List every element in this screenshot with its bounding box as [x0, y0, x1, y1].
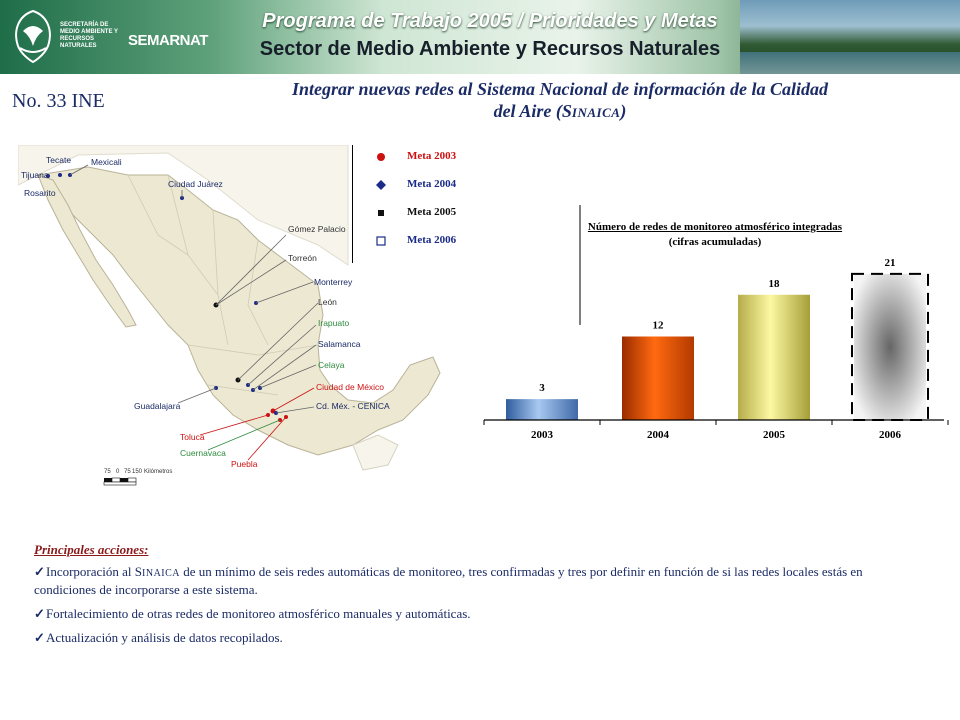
city-label-cenica: Cd. Méx. - CENICA [316, 401, 390, 411]
blue-diamond-icon [375, 179, 387, 191]
scale-label-75b: 75 [124, 469, 131, 475]
logo-brand: SEMARNAT [128, 32, 208, 49]
bar-2004 [622, 337, 694, 421]
checkmark-icon: ✓ [34, 564, 45, 579]
checkmark-icon: ✓ [34, 630, 45, 645]
chart-title-main: Número de redes de monitoreo atmosférico integradas [587, 221, 843, 233]
page-title [230, 78, 890, 124]
action-item-2 [34, 606, 914, 622]
action-item-1-post: de un mínimo de seis redes automáticas de monitoreo, tres confirmadas y tres por definir en función de si las redes locales estás en condiciones de incorporarse a este sistema. [34, 564, 863, 597]
eagle-seal-icon [8, 6, 58, 66]
header-banner [0, 0, 960, 74]
chart-title-subtitle: (cifras acumuladas) [668, 236, 762, 248]
city-label-guadalajara: Guadalajara [134, 401, 181, 411]
header-subtitle: Sector de Medio Ambiente y Recursos Naturales [259, 38, 721, 60]
city-label-rosarito: Rosarito [24, 188, 56, 198]
city-label-monterrey: Monterrey [314, 277, 353, 287]
city-label-ciudad-juarez: Ciudad Juárez [168, 179, 223, 189]
action-item-3-text: Actualización y análisis de datos recopilados. [46, 630, 283, 645]
city-label-torreon: Torreón [288, 253, 317, 263]
city-label-irapuato: Irapuato [318, 318, 350, 328]
scale-label-75a: 75 [104, 469, 111, 475]
city-label-toluca: Toluca [180, 432, 205, 442]
action-item-3 [34, 630, 914, 646]
city-label-ciudad-de-mexico: Ciudad de México [316, 382, 385, 392]
action-item-1-sc: INAICA [142, 568, 181, 579]
x-tick-label-2004: 2004 [647, 429, 669, 441]
bar-2003 [506, 399, 578, 420]
chart-title [560, 220, 870, 250]
city-label-celaya: Celaya [318, 360, 345, 370]
data-label-2006: 21 [884, 256, 896, 269]
semarnat-logo [8, 6, 208, 68]
legend-label-2003: Meta 2003 [407, 150, 457, 162]
document-id: No. 33 INE [12, 90, 105, 112]
data-label-2003: 3 [539, 382, 545, 395]
legend-label-2004: Meta 2004 [407, 178, 457, 190]
checkmark-icon: ✓ [34, 606, 45, 621]
page-title-line2-post: ) [620, 101, 627, 121]
city-label-tecate: Tecate [46, 155, 72, 165]
data-label-2005: 18 [768, 277, 780, 290]
city-label-cuernavaca: Cuernavaca [180, 448, 226, 458]
page-title-line2-pre: del Aire (S [493, 101, 572, 121]
action-item-2-text: Fortalecimiento de otras redes de monitoreo atmosférico manuales y automáticas. [46, 606, 471, 621]
header-title: Programa de Trabajo 2005 / Prioridades y Metas [262, 10, 718, 32]
scale-label-150: 150 [132, 469, 143, 475]
bar-2005 [738, 295, 810, 420]
x-tick-label-2006: 2006 [879, 429, 901, 441]
actions-section [34, 542, 914, 654]
actions-heading: Principales acciones: [34, 542, 149, 557]
open-square-icon [375, 235, 387, 247]
city-label-leon: León [318, 297, 337, 307]
bar-2006 [854, 274, 926, 420]
logo-ministry-text: SECRETARÍA DE MEDIO AMBIENTE Y RECURSOS NATURALES [60, 22, 118, 49]
legend-label-2006: Meta 2006 [407, 234, 457, 246]
scale-unit: Kilómetros [144, 469, 173, 475]
page-title-line1: Integrar nuevas redes al Sistema Nacional de información de la Calidad [291, 79, 829, 99]
legend-label-2005: Meta 2005 [407, 206, 457, 218]
city-label-puebla: Puebla [231, 459, 258, 469]
city-label-tijuana: Tijuana [21, 170, 49, 180]
city-label-salamanca: Salamanca [318, 339, 361, 349]
x-tick-label-2003: 2003 [531, 429, 553, 441]
action-item-1-pre: Incorporación al S [46, 564, 143, 579]
x-tick-label-2005: 2005 [763, 429, 785, 441]
map-scale-bar [104, 469, 172, 485]
scale-label-0: 0 [116, 469, 120, 475]
black-square-icon [375, 207, 387, 219]
red-circle-icon [375, 151, 387, 163]
city-label-gomez-palacio: Gómez Palacio [288, 224, 346, 234]
city-label-mexicali: Mexicali [91, 157, 122, 167]
action-item-1 [34, 564, 914, 598]
page-title-line2-sc: INAICA [571, 105, 621, 120]
data-label-2004: 12 [652, 319, 664, 332]
